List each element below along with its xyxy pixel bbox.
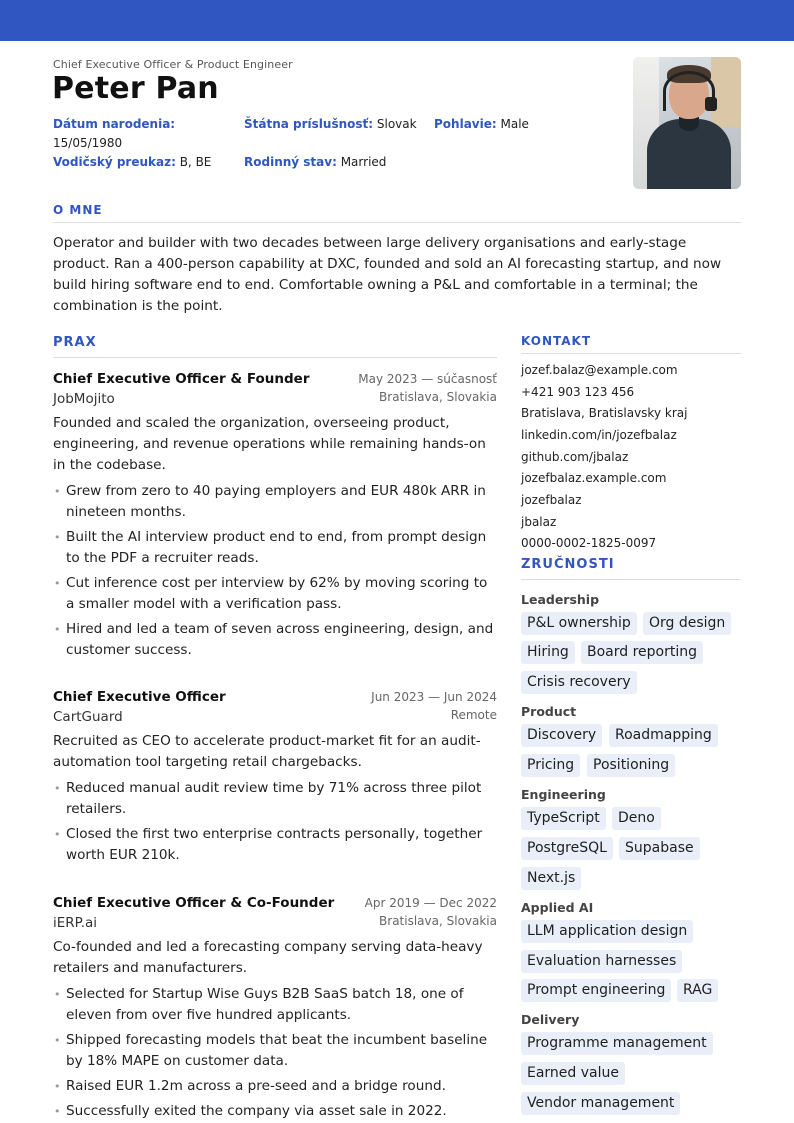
job-achievements bbox=[53, 984, 497, 1122]
job-summary: Founded and scaled the organization, overseeing product, engineering, and revenue operations while remaining hands-on in the codebase. bbox=[53, 415, 486, 473]
about-text: Operator and builder with two decades between large delivery organisations and early-stage product. Ran a 400-person capability at DXC, founded and sold an AI forecasting startup, and now build hiring software end to end. Comfortable owning a P&L and comfortable in a terminal; the combination is the point. bbox=[53, 235, 722, 314]
skill-chip: Prompt engineering bbox=[521, 979, 671, 1002]
skills-heading: ZRUČNOSTI bbox=[521, 557, 615, 572]
job-company: CartGuard bbox=[53, 709, 123, 725]
fact-marital bbox=[244, 153, 386, 172]
contact-username: jbalaz bbox=[521, 515, 557, 529]
contact-phone[interactable]: +421 903 123 456 bbox=[521, 385, 635, 399]
achievement-item: • Successfully exited the company via asset sale in 2022. bbox=[53, 1101, 497, 1122]
skill-chip: Crisis recovery bbox=[521, 671, 637, 694]
skill-chip: Discovery bbox=[521, 724, 602, 747]
skill-chip: Earned value bbox=[521, 1062, 625, 1085]
fact-license-value: B, BE bbox=[179, 155, 212, 169]
job-entry bbox=[53, 895, 497, 1123]
job-summary: Co-founded and led a forecasting company serving data-heavy retailers and manufacturers. bbox=[53, 939, 483, 976]
job-achievements bbox=[53, 778, 497, 866]
skill-chip: Deno bbox=[612, 807, 661, 830]
contact-divider bbox=[521, 353, 741, 354]
job-company: iERP.ai bbox=[53, 915, 98, 931]
achievement-item: • Shipped forecasting models that beat the incumbent baseline by 18% MAPE on customer data. bbox=[53, 1030, 497, 1072]
job-title: Chief Executive Officer & Co-Founder bbox=[53, 895, 335, 911]
skill-chip: Next.js bbox=[521, 867, 581, 890]
contact-orcid[interactable]: 0000-0002-1825-0097 bbox=[521, 536, 657, 550]
profile-photo bbox=[633, 57, 741, 189]
fact-dob bbox=[53, 115, 233, 153]
skill-group-label: Engineering bbox=[521, 787, 606, 802]
headline: Chief Executive Officer & Product Engineer bbox=[53, 58, 293, 71]
fact-nationality-value: Slovak bbox=[376, 117, 417, 131]
skill-chip: Positioning bbox=[587, 754, 675, 777]
job-date: May 2023 — súčasnosť bbox=[358, 372, 497, 386]
skill-chip: Board reporting bbox=[581, 641, 703, 664]
skill-chip: Hiring bbox=[521, 641, 575, 664]
fact-marital-label: Rodinný stav: bbox=[244, 155, 337, 169]
skill-group-label: Product bbox=[521, 704, 577, 719]
fact-license bbox=[53, 153, 211, 172]
job-entry bbox=[53, 371, 497, 665]
candidate-name: Peter Pan bbox=[52, 71, 219, 106]
contact-linkedin[interactable]: linkedin.com/in/jozefbalaz bbox=[521, 428, 677, 442]
job-location: Bratislava, Slovakia bbox=[379, 914, 497, 928]
fact-license-label: Vodičský preukaz: bbox=[53, 155, 176, 169]
job-company: JobMojito bbox=[53, 391, 115, 407]
about-divider bbox=[53, 222, 741, 223]
fact-nationality-label: Štátna príslušnosť: bbox=[244, 117, 374, 131]
job-title: Chief Executive Officer & Founder bbox=[53, 371, 310, 387]
fact-gender bbox=[434, 115, 529, 134]
contact-github[interactable]: github.com/jbalaz bbox=[521, 450, 629, 464]
achievement-item: • Reduced manual audit review time by 71% across three pilot retailers. bbox=[53, 778, 497, 820]
skills-divider bbox=[521, 579, 741, 580]
fact-gender-value: Male bbox=[500, 117, 529, 131]
fact-dob-label: Dátum narodenia: bbox=[53, 117, 176, 131]
skill-chip: P&L ownership bbox=[521, 612, 637, 635]
skill-chip: Roadmapping bbox=[609, 724, 718, 747]
job-title: Chief Executive Officer bbox=[53, 689, 226, 705]
contact-website[interactable]: jozefbalaz.example.com bbox=[521, 471, 667, 485]
achievement-item: • Hired and led a team of seven across engineering, design, and customer success. bbox=[53, 619, 497, 661]
skill-chip: Programme management bbox=[521, 1032, 713, 1055]
fact-marital-value: Married bbox=[340, 155, 387, 169]
job-date: Jun 2023 — Jun 2024 bbox=[371, 690, 497, 704]
skill-group-label: Applied AI bbox=[521, 900, 594, 915]
about-heading: O MNE bbox=[53, 203, 103, 217]
fact-nationality bbox=[244, 115, 417, 134]
contact-handle: jozefbalaz bbox=[521, 493, 582, 507]
skill-group-label: Leadership bbox=[521, 592, 600, 607]
skill-chip: TypeScript bbox=[521, 807, 606, 830]
achievement-item: • Grew from zero to 40 paying employers and EUR 480k ARR in nineteen months. bbox=[53, 481, 497, 523]
contact-heading: KONTAKT bbox=[521, 334, 592, 348]
experience-divider bbox=[53, 357, 497, 358]
achievement-item: • Selected for Startup Wise Guys B2B SaaS batch 18, one of eleven from over five hundred applicants. bbox=[53, 984, 497, 1026]
contact-email[interactable]: jozef.balaz@example.com bbox=[521, 363, 678, 377]
contact-address: Bratislava, Bratislavsky kraj bbox=[521, 406, 688, 420]
job-entry bbox=[53, 689, 497, 870]
job-summary: Recruited as CEO to accelerate product-market fit for an audit-automation tool targeting retail chargebacks. bbox=[53, 733, 481, 770]
skill-chip: Org design bbox=[643, 612, 731, 635]
skill-chip: RAG bbox=[677, 979, 718, 1002]
skill-chip: Vendor management bbox=[521, 1092, 680, 1115]
job-location: Bratislava, Slovakia bbox=[379, 390, 497, 404]
job-date: Apr 2019 — Dec 2022 bbox=[364, 896, 497, 910]
skill-group-label: Delivery bbox=[521, 1012, 580, 1027]
top-accent-bar bbox=[0, 0, 794, 41]
skill-chip: LLM application design bbox=[521, 920, 693, 943]
job-achievements bbox=[53, 481, 497, 661]
skill-chip: PostgreSQL bbox=[521, 837, 613, 860]
job-location: Remote bbox=[450, 708, 497, 722]
skill-chip: Evaluation harnesses bbox=[521, 950, 682, 973]
experience-heading: PRAX bbox=[53, 335, 97, 350]
skill-chip: Supabase bbox=[619, 837, 700, 860]
fact-gender-label: Pohlavie: bbox=[434, 117, 497, 131]
achievement-item: • Closed the first two enterprise contracts personally, together worth EUR 210k. bbox=[53, 824, 497, 866]
fact-dob-value: 15/05/1980 bbox=[53, 136, 123, 150]
achievement-item: • Built the AI interview product end to end, from prompt design to the PDF a recruiter reads. bbox=[53, 527, 497, 569]
achievement-item: • Cut inference cost per interview by 62% by moving scoring to a smaller model with a verification pass. bbox=[53, 573, 497, 615]
achievement-item: • Raised EUR 1.2m across a pre-seed and a bridge round. bbox=[53, 1076, 497, 1097]
skill-chip: Pricing bbox=[521, 754, 580, 777]
